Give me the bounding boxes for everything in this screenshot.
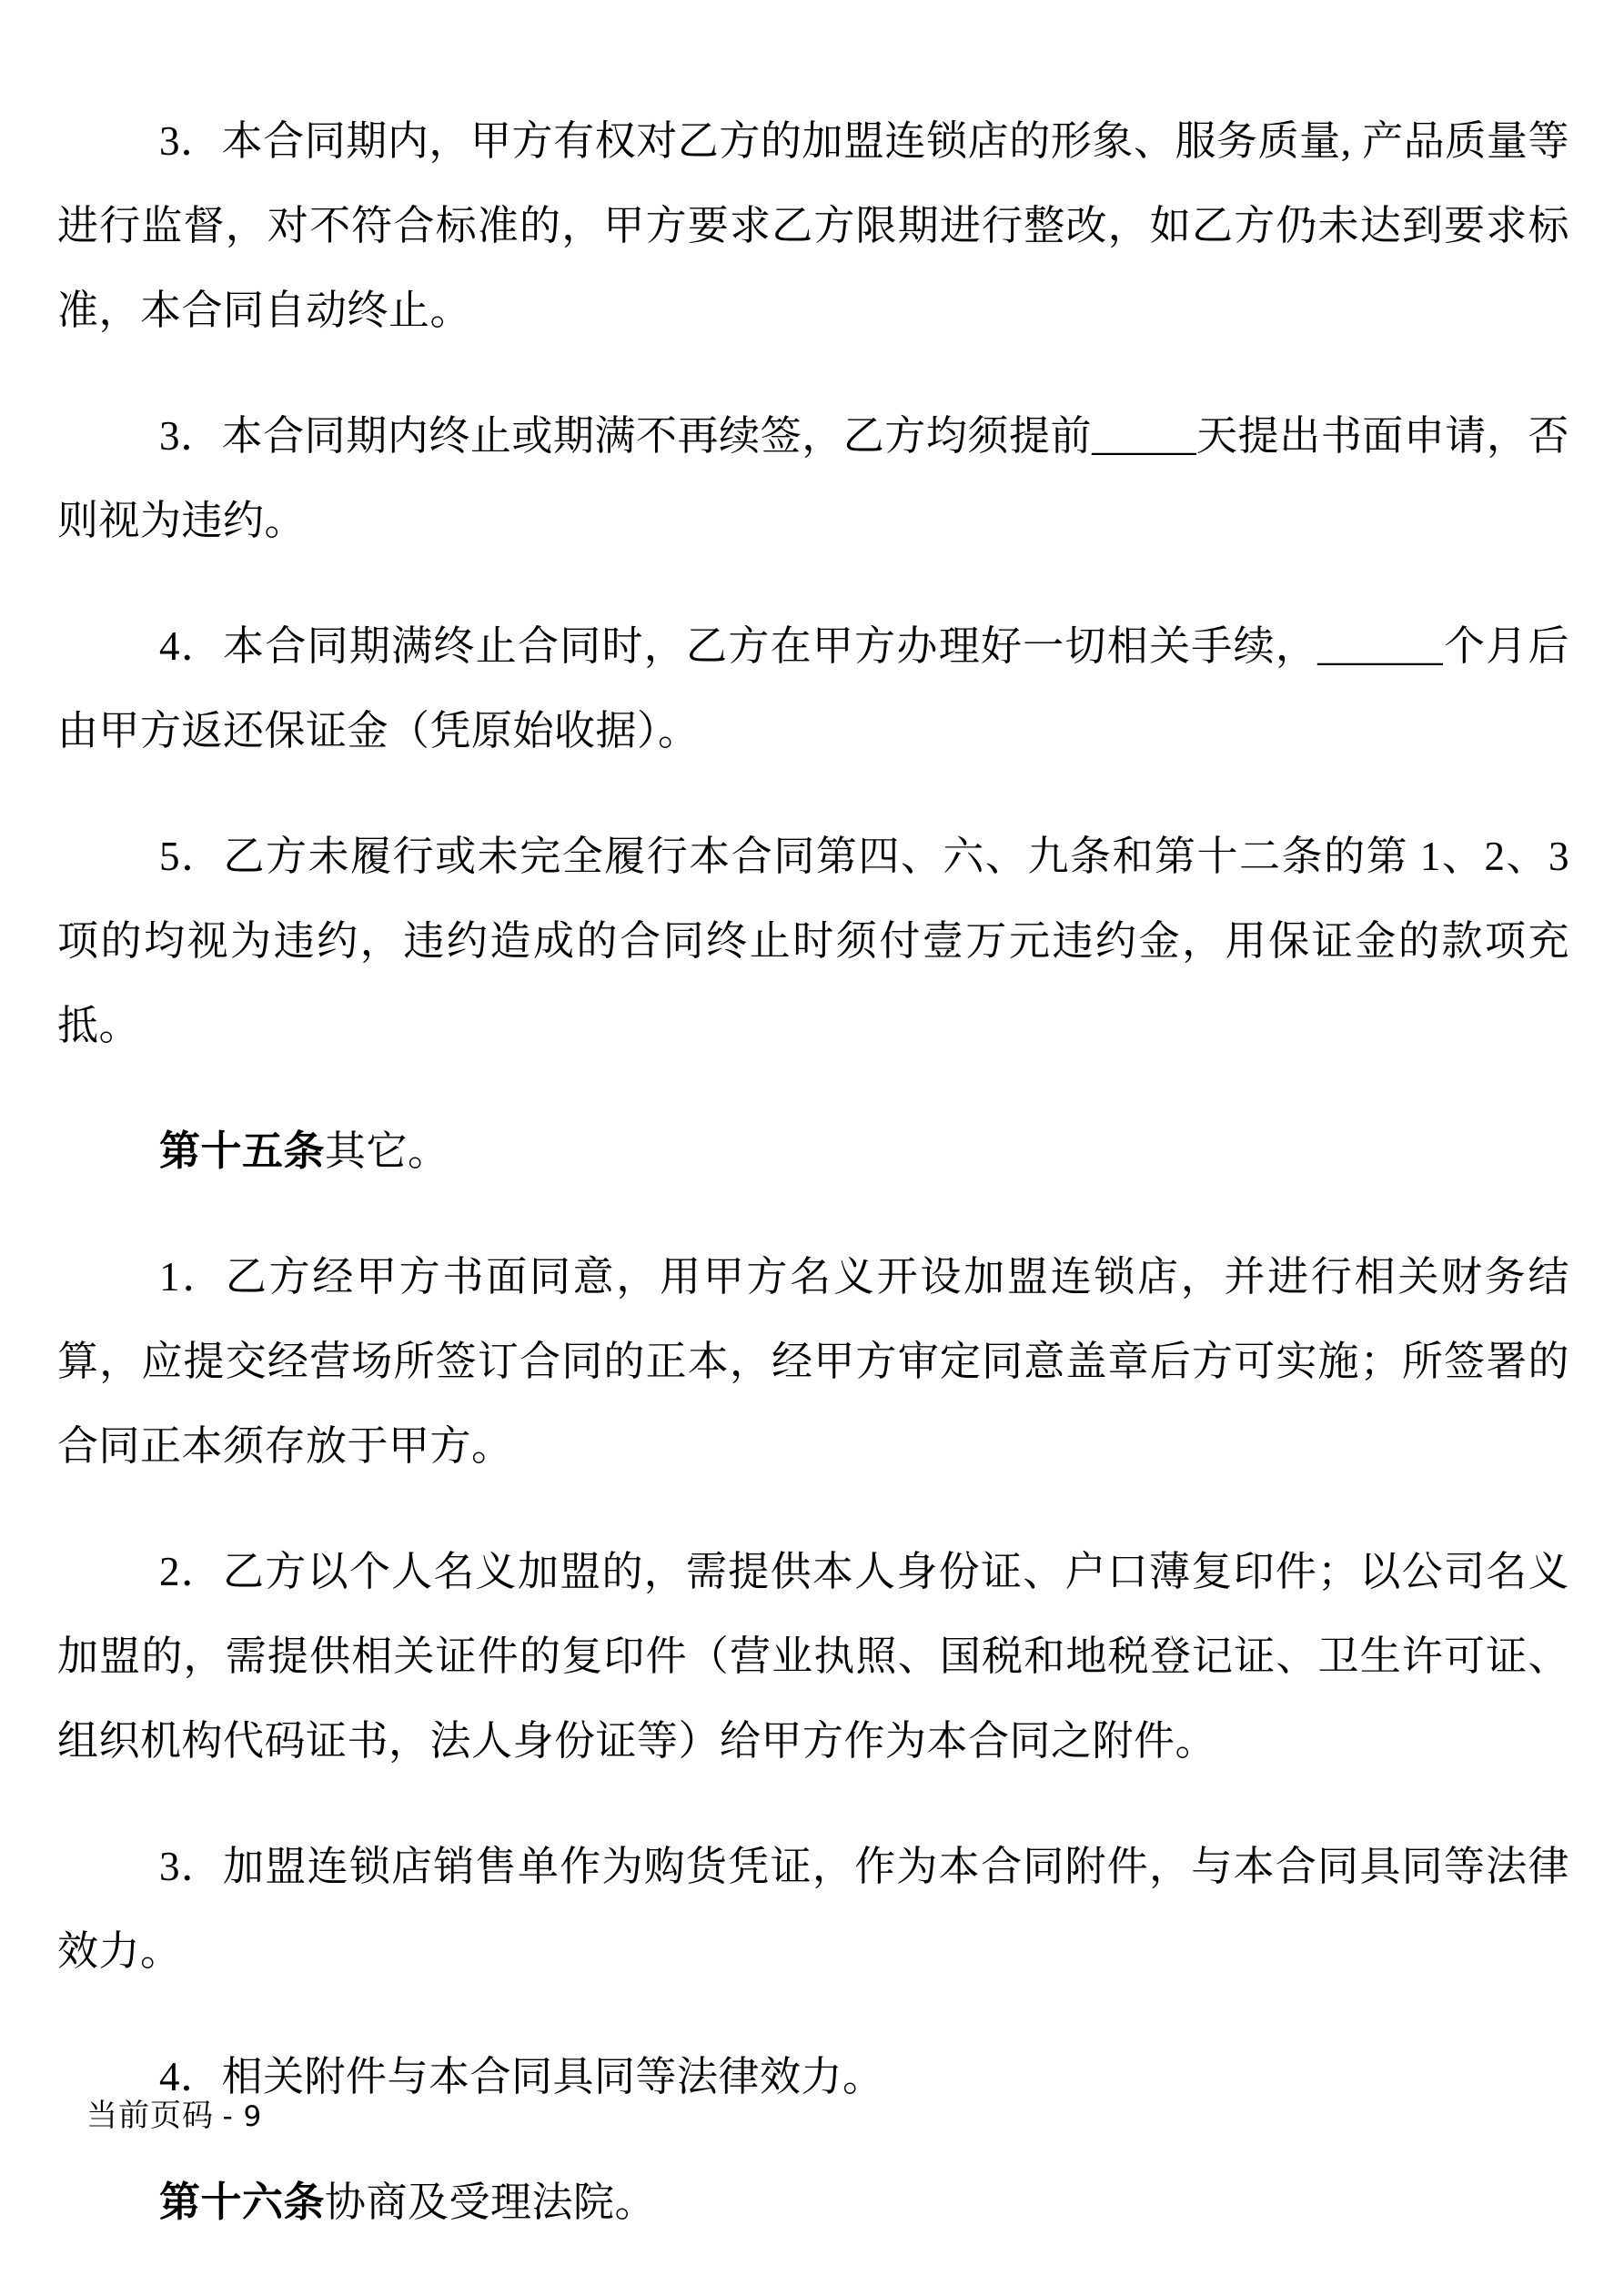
article-number: 第十五条 xyxy=(159,1128,326,1174)
section-heading-article-16 xyxy=(57,2160,1569,2245)
page-footer-label: 当前页码 xyxy=(86,2099,214,2133)
contract-clause: 2．乙方以个人名义加盟的，需提供本人身份证、户口薄复印件；以公司名义加盟的，需提供相关证件的复印件（营业执照、国税和地税登记证、卫生许可证、组织机构代码证书，法人身份证等）给甲方作为本合同之附件。 xyxy=(57,1549,1569,1764)
contract-clause: 4．相关附件与本合同具同等法律效力。 xyxy=(159,2054,884,2099)
page-number: - 9 xyxy=(222,2100,263,2133)
contract-clause: 3．本合同期内终止或期满不再续签，乙方均须提前_____天提出书面申请，否则视为违约。 xyxy=(57,413,1569,543)
page-footer xyxy=(86,2090,262,2135)
contract-clause: 3．加盟连锁店销售单作为购货凭证，作为本合同附件，与本合同具同等法律效力。 xyxy=(57,1844,1569,1974)
contract-clause: 5．乙方未履行或未完全履行本合同第四、六、九条和第十二条的第 1、2、3 项的均视为违约，违约造成的合同终止时须付壹万元违约金，用保证金的款项充抵。 xyxy=(57,834,1569,1048)
section-heading-article-15 xyxy=(57,1109,1569,1194)
article-title: 协商及受理法院。 xyxy=(325,2180,657,2225)
contract-clause: 1．乙方经甲方书面同意，用甲方名义开设加盟连锁店，并进行相关财务结算，应提交经营场所签订合同的正本，经甲方审定同意盖章后方可实施；所签署的合同正本须存放于甲方。 xyxy=(57,1254,1569,1469)
article-title: 其它。 xyxy=(325,1128,449,1174)
article-number: 第十六条 xyxy=(159,2180,326,2225)
contract-clause: 3．本合同期内，甲方有权对乙方的加盟连锁店的形象、服务质量, 产品质量等进行监督，对不符合标准的，甲方要求乙方限期进行整改，如乙方仍未达到要求标准，本合同自动终止。 xyxy=(57,118,1569,333)
contract-clause: 4．本合同期满终止合同时，乙方在甲方办理好一切相关手续，______个月后由甲方返还保证金（凭原始收据）。 xyxy=(57,623,1569,754)
